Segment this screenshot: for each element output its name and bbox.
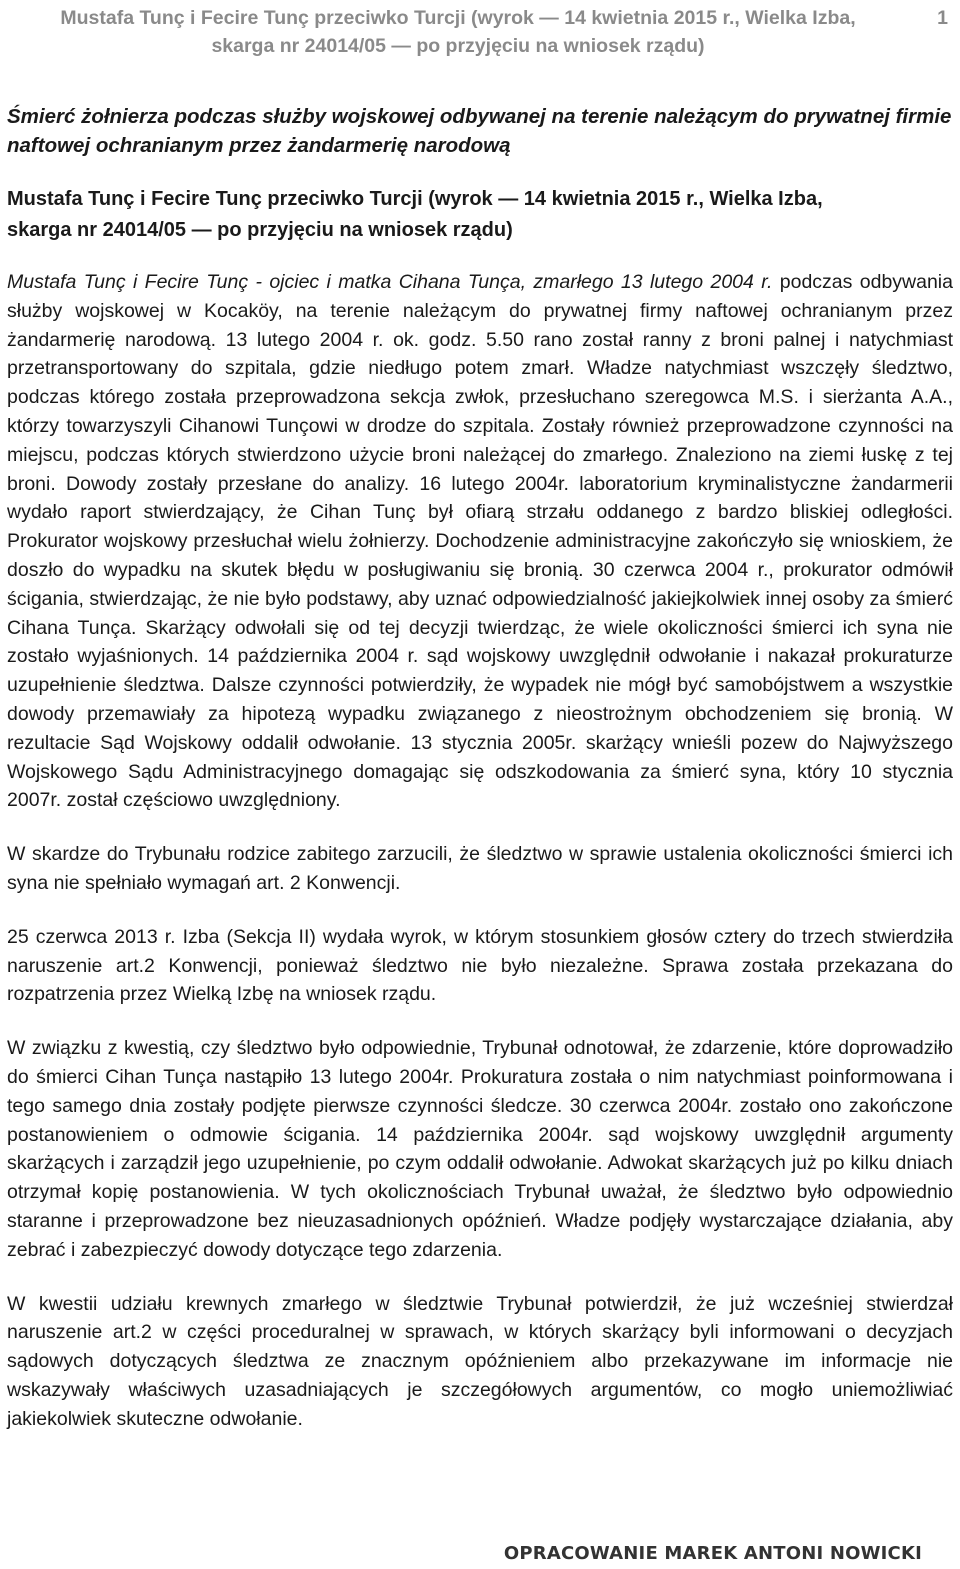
case-title-line-1: Mustafa Tunç i Fecire Tunç przeciwko Turcji (wyrok — 14 kwietnia 2015 r., Wielka Izba, [7,188,823,210]
running-header [0,4,916,60]
running-header-line-1: Mustafa Tunç i Fecire Tunç przeciwko Turcji (wyrok — 14 kwietnia 2015 r., Wielka Izba, [60,7,856,29]
document-body [7,102,953,1433]
page-number: 1 [937,7,948,29]
complaint-paragraph: W skardze do Trybunału rodzice zabitego zarzucili, że śledztwo w sprawie ustalenia okoliczności śmierci ich syna nie spełniało wymagań art. 2 Konwencji. [7,843,953,894]
case-title [7,184,953,246]
facts-body: podczas odbywania służby wojskowej w Kocaköy, na terenie należącym do prywatnej firmy naftowej ochranianym przez żandarmerię narodową. 13 lutego 2004 r. ok. godz. 5.50 rano został ranny z broni palnej i natychmiast przetransportowany do szpitala, gdzie niedługo potem zmarł. Władze natychmiast wszczęły śledztwo, podczas którego została przeprowadzona sekcja zwłok, przesłuchano szeregowca M.S. i sierżanta A.A., którzy towarzyszyli Cihanowi Tunçowi w drodze do szpitala. Zostały również przeprowadzone czynności na miejscu, podczas których stwierdzono użycie broni należącej do zmarłego. Znaleziono na ziemi łuskę z tej broni. Dowody zostały przesłane do analizy. 16 lutego 2004r. laboratorium kryminalistyczne żandarmerii wydało raport stwierdzający, że Cihan Tunç był ofiarą strzału oddanego z bardzo bliskiej odległości. Prokurator wojskowy przesłuchał wielu żołnierzy. Dochodzenie administracyjne zakończyło się wnioskiem, że doszło do wypadku na skutek błędu w posługiwaniu się bronią. 30 czerwca 2004 r., prokurator odmówił ścigania, stwierdzając, że nie było podstawy, aby uznać odpowiedzialność jakiejkolwiek innej osoby za śmierć Cihana Tunça. Skarżący odwołali się od tej decyzji twierdząc, że wiele okoliczności śmierci ich syna nie zostało wyjaśnionych. 14 października 2004 r. sąd wojskowy uwzględnił odwołanie i nakazał prokuraturze uzupełnienie śledztwa. Dalsze czynności potwierdziły, że wypadek nie mógł być samobójstwem a wszystkie dowody przemawiały za hipotezą wypadku związanego z nieostrożnym obchodzeniem się bronią. W rezultacie Sąd Wojskowy oddalił odwołanie. 13 stycznia 2005r. skarżący wnieśli pozew do Najwyższego Wojskowego Sądu Administracyjnego domagając się odszkodowania za śmierć syna, który 10 stycznia 2007r. został częściowo uwzględniony. [7,271,953,812]
case-title-line-2: skarga nr 24014/05 — po przyjęciu na wniosek rządu) [7,219,513,241]
running-header-line-2: skarga nr 24014/05 — po przyjęciu na wniosek rządu) [211,35,705,57]
grand-chamber-paragraph: W związku z kwestią, czy śledztwo było odpowiednie, Trybunał odnotował, że zdarzenie, które doprowadziło do śmierci Cihan Tunça nastąpiło 13 lutego 2004r. Prokuratura została o nim natychmiast poinformowana i tego samego dnia zostały podjęte pierwsze czynności śledcze. 30 czerwca 2004r. zostało ono zakończone postanowieniem o odmowie ścigania. 14 października 2004r. sąd wojskowy uwzględnił argumenty skarżących i zarządził jego uzupełnienie, po czym oddalił odwołanie. Adwokat skarżących już po kilku dniach otrzymał kopię postanowienia. W tych okolicznościach Trybunał uważał, że śledztwo było odpowiednio staranne i przeprowadzone bez nieuzasadnionych opóźnień. Władze podjęły wystarczające działania, aby zebrać i zabezpieczyć dowody dotyczące tego zdarzenia. [7,1037,953,1261]
author-footer: OPRACOWANIE MAREK ANTONI NOWICKI [503,1543,922,1564]
chamber-judgment-paragraph: 25 czerwca 2013 r. Izba (Sekcja II) wydała wyrok, w którym stosunkiem głosów cztery do trzech stwierdziła naruszenie art.2 Konwencji, ponieważ śledztwo nie było niezależne. Sprawa została przekazana do rozpatrzenia przez Wielką Izbę na wniosek rządu. [7,925,953,1006]
facts-paragraph [7,268,953,815]
document-title: Śmierć żołnierza podczas służby wojskowej odbywanej na terenie należącym do prywatnej firmie naftowej ochranianym przez żandarmerię narodową [7,105,952,157]
family-participation-paragraph: W kwestii udziału krewnych zmarłego w śledztwie Trybunał potwierdził, że już wcześniej stwierdzał naruszenie art.2 w części proceduralnej w sprawach, w których skarżący byli informowani o decyzjach sądowych dotyczących śledztwa ze znacznym opóźnieniem albo przekazywane im informacje nie wskazywały właściwych uzasadniających je szczegółowych argumentów, co mogło uniemożliwiać jakiekolwiek skuteczne odwołanie. [7,1292,953,1430]
facts-intro: Mustafa Tunç i Fecire Tunç - ojciec i matka Cihana Tunça, zmarłego 13 lutego 2004 r. [7,271,773,293]
